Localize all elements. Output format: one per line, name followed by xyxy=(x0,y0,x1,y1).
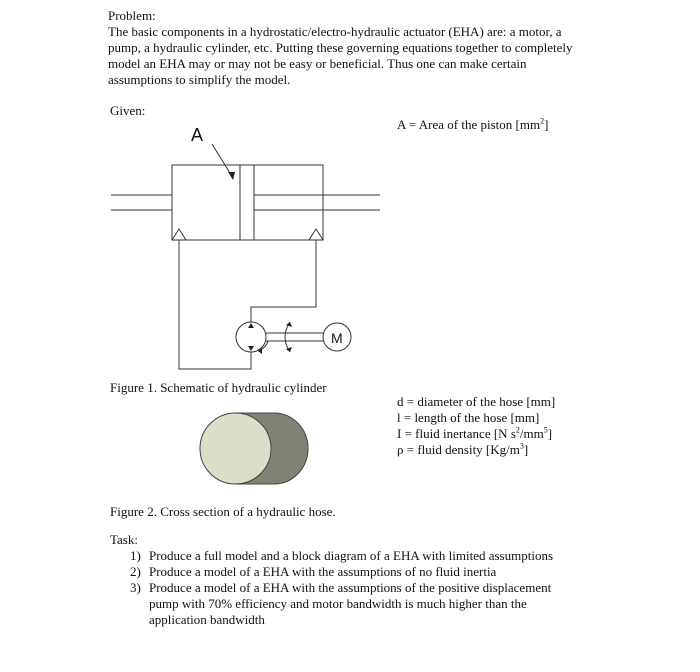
task-item-text: Produce a full model and a block diagram of a EHA with limited assumptions xyxy=(149,548,554,563)
task-item-text: application bandwidth xyxy=(149,612,265,627)
problem-line: assumptions to simplify the model. xyxy=(108,72,291,87)
piston xyxy=(240,165,254,240)
hose-front xyxy=(200,413,271,484)
figure2-caption: Figure 2. Cross section of a hydraulic hose. xyxy=(110,504,336,519)
area-definition: A = Area of the piston $[mm^2]$ xyxy=(397,116,549,132)
task-item-text: Produce a model of a EHA with the assumptions of no fluid inertia xyxy=(149,564,497,579)
hose-def-density: ρ = fluid density $[Kg/m^3]$ xyxy=(397,441,529,457)
hose-cross-section xyxy=(200,413,308,484)
problem-line: pump, a hydraulic cylinder, etc. Putting these governing equations together to completely xyxy=(108,40,573,55)
problem-line: model an EHA may or may not be easy or beneficial. Thus one can make certain xyxy=(108,56,527,71)
motor-label: M xyxy=(331,330,343,346)
task-item-num: 1) xyxy=(130,548,141,563)
label-A: A xyxy=(191,125,204,145)
hose-def-inertance: I = fluid inertance [N $s^2/mm^5$] xyxy=(397,425,553,441)
rotation-arrow-icon xyxy=(285,322,290,352)
hose-def-d: d = diameter of the hose [mm] xyxy=(397,394,556,409)
problem-line: The basic components in a hydrostatic/electro-hydraulic actuator (EHA) are: a motor, a xyxy=(108,24,562,39)
task-item-num: 2) xyxy=(130,564,141,579)
hose-left xyxy=(179,240,251,369)
port-left xyxy=(172,229,186,240)
task-heading: Task: xyxy=(110,532,138,547)
hose-def-l: l = length of the hose [mm] xyxy=(397,410,540,425)
task-item-num: 3) xyxy=(130,580,141,595)
hose-right xyxy=(251,240,316,322)
problem-heading: Problem: xyxy=(108,8,156,23)
task-item-text: pump with 70% efficiency and motor bandwidth is much higher than the xyxy=(149,596,527,611)
task-item-text: Produce a model of a EHA with the assumptions of the positive displacement xyxy=(149,580,552,595)
port-right xyxy=(309,229,323,240)
figure1-caption: Figure 1. Schematic of hydraulic cylinder xyxy=(110,380,327,395)
given-heading: Given: xyxy=(110,103,146,118)
